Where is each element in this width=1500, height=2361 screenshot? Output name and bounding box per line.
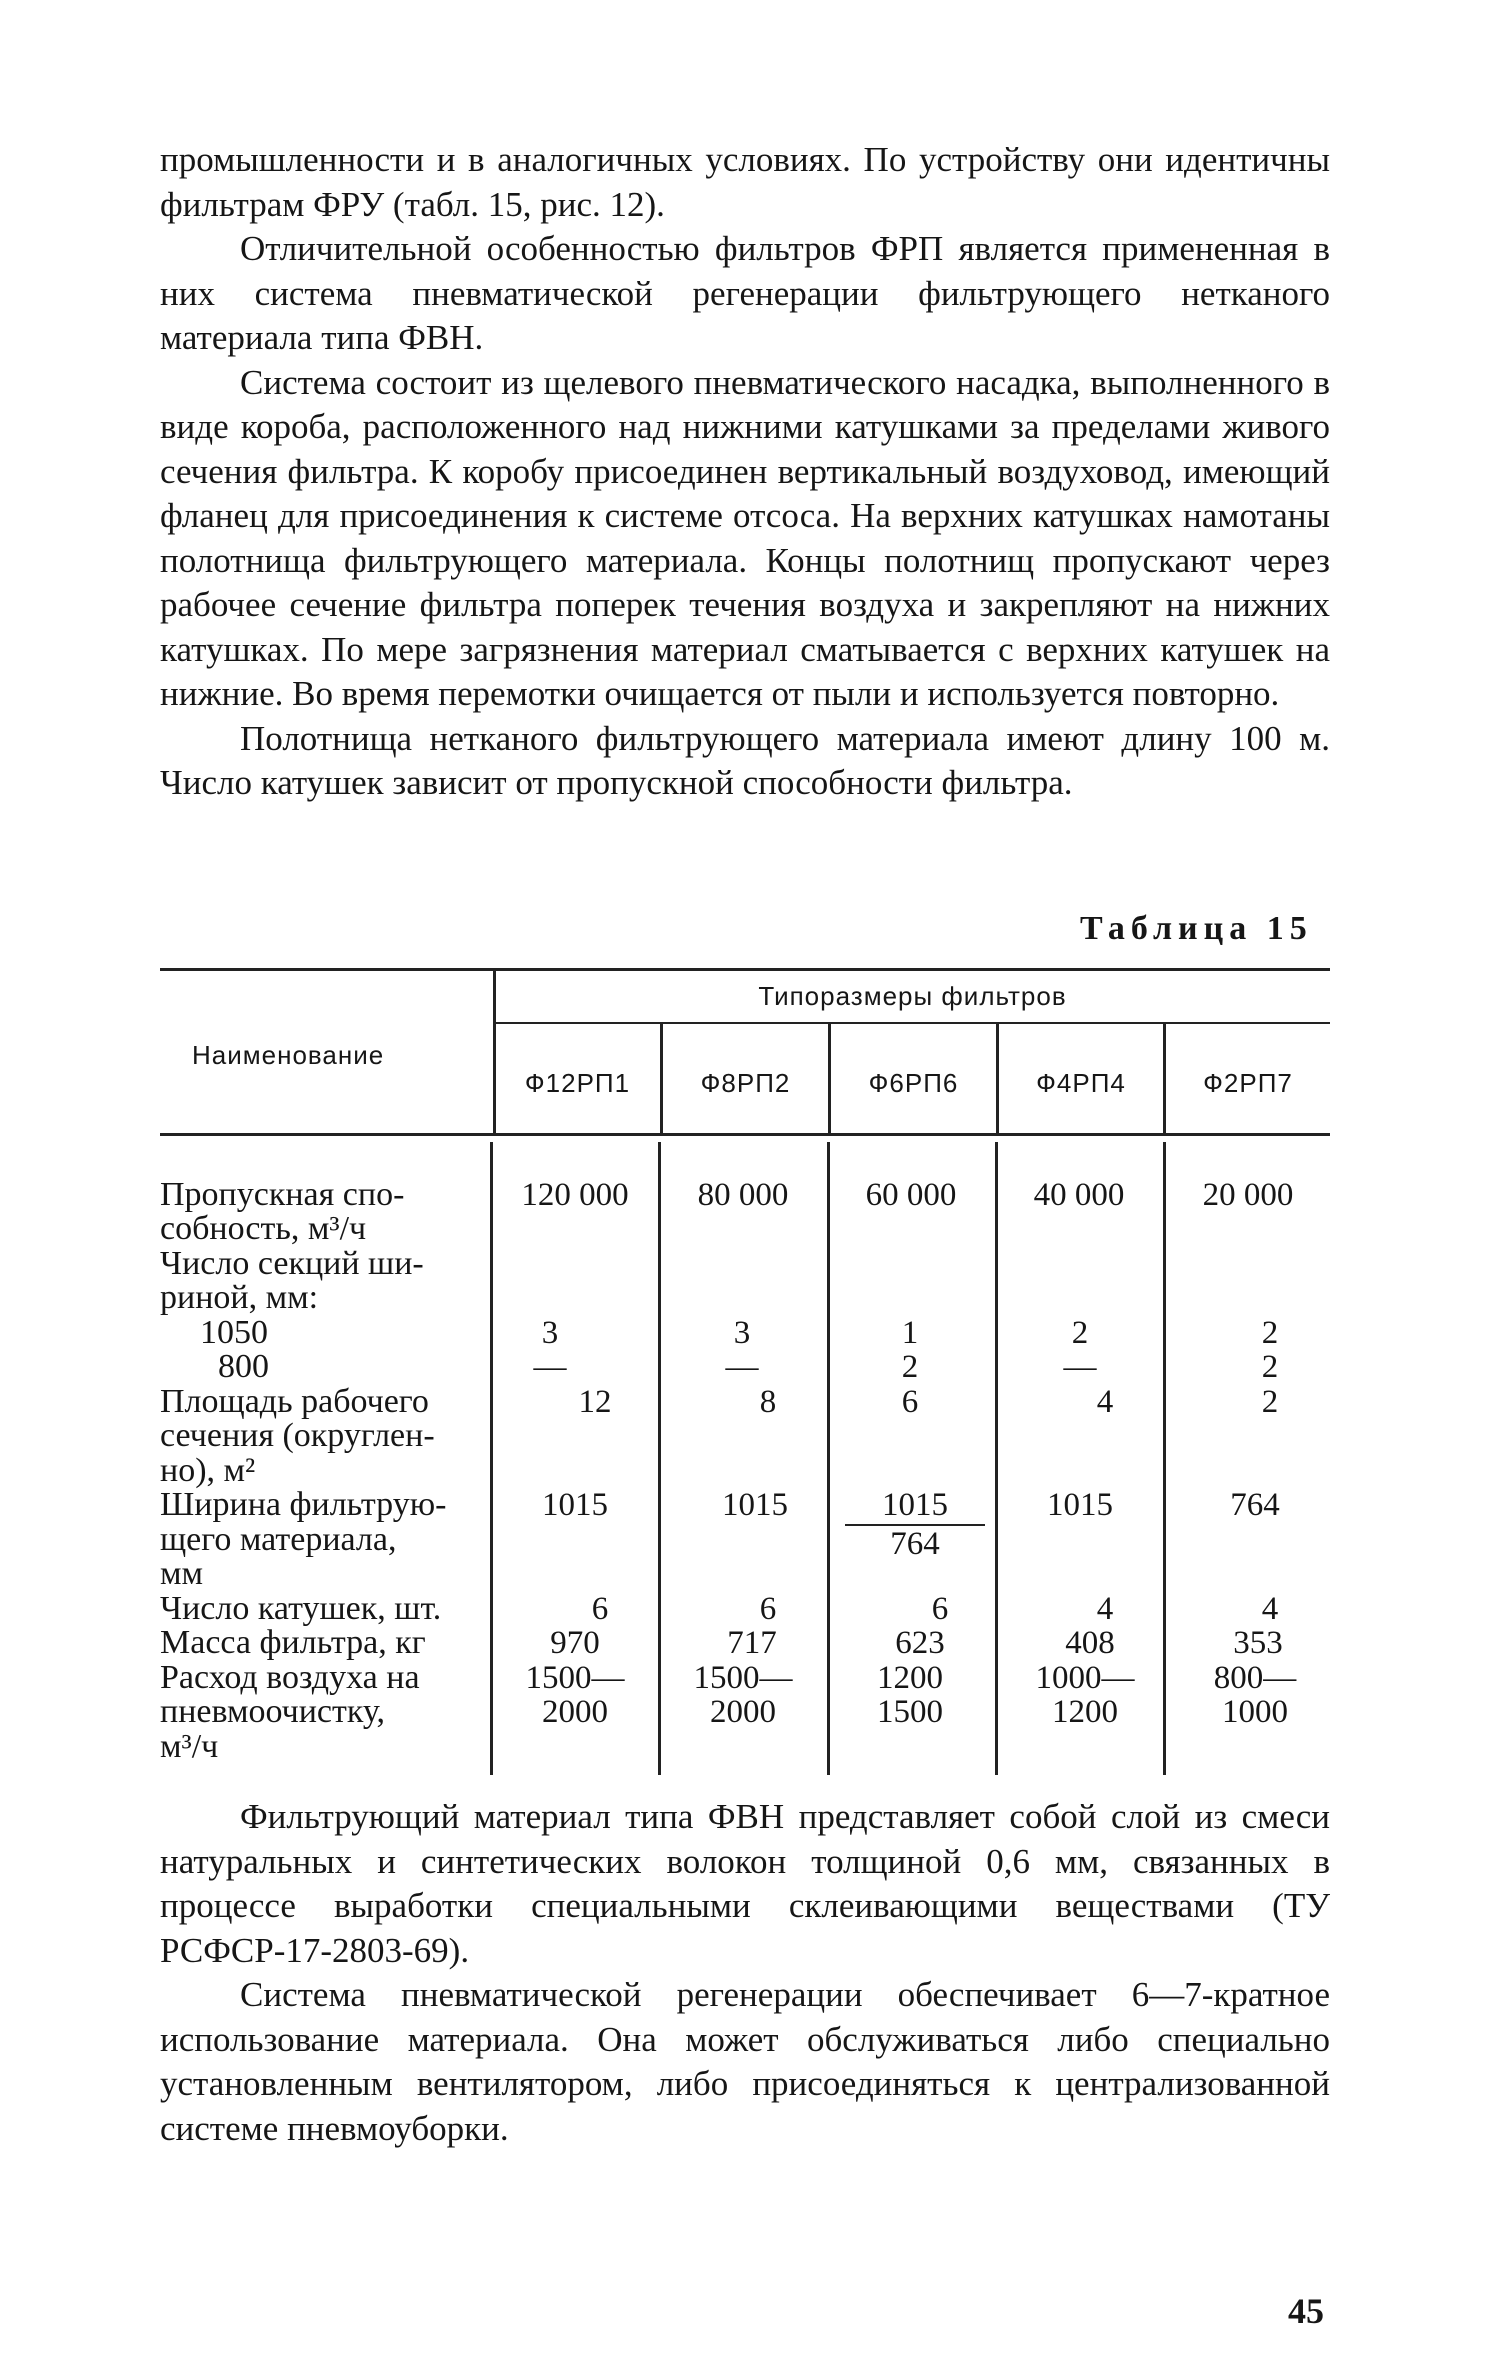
row-label-throughput-1: Пропускная спо- — [160, 1176, 405, 1213]
col-header-2: Ф8РП2 — [700, 1068, 791, 1098]
cell-area-3: 6 — [901, 1384, 919, 1420]
cell-1050-1: 3 — [541, 1315, 559, 1351]
cell-width-3: 1015 — [845, 1488, 985, 1526]
text-block-bottom — [160, 1795, 1330, 2151]
cell-width-2: 1015 — [722, 1487, 788, 1523]
cell-coils-1: 6 — [591, 1591, 609, 1627]
row-label-throughput-2: собность, м³/ч — [160, 1210, 367, 1247]
cell-air2-5: 1000 — [1222, 1694, 1288, 1730]
cell-mass-2: 717 — [727, 1625, 777, 1661]
cell-800-3: 2 — [901, 1349, 919, 1385]
cell-1050-3: 1 — [901, 1315, 919, 1351]
page-number: 45 — [1288, 2291, 1324, 2331]
cell-air2-4: 1200 — [1052, 1694, 1118, 1730]
cell-air1-3: 1200 — [877, 1660, 943, 1696]
cell-width-1: 1015 — [542, 1487, 608, 1523]
cell-coils-2: 6 — [759, 1591, 777, 1627]
row-label-mass: Масса фильтра, кг — [160, 1624, 426, 1661]
body-vline-3 — [995, 1142, 998, 1775]
cell-1050-4: 2 — [1071, 1315, 1089, 1351]
row-label-width-1: Ширина фильтрую- — [160, 1486, 447, 1523]
row-label-air-2: пневмоочистку, — [160, 1693, 385, 1730]
header-group: Типоразмеры фильтров — [758, 981, 1067, 1011]
cell-throughput-2: 80 000 — [697, 1177, 789, 1213]
cell-mass-1: 970 — [550, 1625, 600, 1661]
paragraph-2: Отличительной особенностью фильтров ФРП является примененная в них система пневматической регенерации фильтрующего нетканого материала типа ФВН. — [160, 229, 1330, 357]
col-header-3: Ф6РП6 — [868, 1068, 959, 1098]
cell-air1-1: 1500— — [525, 1660, 625, 1696]
cell-coils-5: 4 — [1261, 1591, 1279, 1627]
row-label-air-1: Расход воздуха на — [160, 1659, 420, 1696]
cell-throughput-5: 20 000 — [1202, 1177, 1294, 1213]
table-title: Таблица 15 — [1080, 910, 1313, 947]
cell-mass-4: 408 — [1065, 1625, 1115, 1661]
cell-800-4: — — [1063, 1349, 1097, 1385]
paragraph-1: промышленности и в аналогичных условиях. По устройству они идентичны фильтрам ФРУ (табл. 15, рис. 12). — [160, 140, 1330, 224]
col-header-1: Ф12РП1 — [524, 1068, 631, 1098]
paragraph-3: Система состоит из щелевого пневматического насадка, выполненного в виде короба, расположенного над нижними катушками за пределами живого сечения фильтра. К коробу присоединен вертикальный воздуховод, имеющий фланец для присоединения к системе отсоса. На верхних катушках намотаны полотнища фильтрующего материала. Концы полотнищ пропускают через рабочее сечение фильтра поперек течения воздуха и закрепляют на нижних катушках. По мере загрязнения материал сматывается с верхних катушек на нижние. Во время перемотки очищается от пыли и используется повторно. — [160, 362, 1330, 713]
body-vline-0 — [490, 1142, 493, 1775]
header-bottom-rule — [160, 1133, 1330, 1136]
row-label-area-1: Площадь рабочего — [160, 1383, 429, 1420]
cell-1050-2: 3 — [733, 1315, 751, 1351]
row-label-sections-2: риной, мм: — [160, 1279, 319, 1316]
cell-width-3-extra: 764 — [890, 1526, 940, 1562]
body-vline-2 — [827, 1142, 830, 1775]
cell-800-2: — — [725, 1349, 759, 1385]
row-label-air-3: м³/ч — [160, 1728, 219, 1765]
col-header-5: Ф2РП7 — [1203, 1068, 1293, 1098]
cell-air2-3: 1500 — [877, 1694, 943, 1730]
row-label-1050: 1050 — [200, 1314, 268, 1351]
row-label-coils: Число катушек, шт. — [160, 1590, 442, 1627]
header-name: Наименование — [192, 1040, 385, 1070]
cell-area-4: 4 — [1096, 1384, 1114, 1420]
row-label-area-2: сечения (округлен- — [160, 1417, 435, 1454]
cell-throughput-1: 120 000 — [521, 1177, 629, 1213]
cell-throughput-4: 40 000 — [1033, 1177, 1125, 1213]
cell-air2-1: 2000 — [542, 1694, 608, 1730]
cell-mass-5: 353 — [1233, 1625, 1283, 1661]
cell-800-1: — — [533, 1349, 567, 1385]
table-top-rule — [160, 968, 1330, 971]
body-vline-1 — [658, 1142, 661, 1775]
paragraph-4: Полотнища нетканого фильтрующего материала имеют длину 100 м. Число катушек зависит от пропускной способности фильтра. — [160, 718, 1330, 802]
cell-1050-5: 2 — [1261, 1315, 1279, 1351]
cell-air2-2: 2000 — [710, 1694, 776, 1730]
group-rule — [495, 1022, 1330, 1024]
cell-area-1: 12 — [578, 1384, 612, 1420]
cell-air1-5: 800— — [1213, 1660, 1297, 1696]
cell-width-5: 764 — [1230, 1487, 1280, 1523]
paragraph-5: Фильтрующий материал типа ФВН представляет собой слой из смеси натуральных и синтетических волокон толщиной 0,6 мм, связанных в процессе выработки специальными склеивающими веществами (ТУ РСФСР-17-2803-69). — [160, 1797, 1330, 1970]
paragraph-6: Система пневматической регенерации обеспечивает 6—7-кратное использование материала. Она может обслуживаться либо специально установленным вентилятором, либо присоединяться к централизованной системе пневмоуборки. — [160, 1975, 1330, 2148]
body-vline-4 — [1163, 1142, 1166, 1775]
cell-coils-3: 6 — [931, 1591, 949, 1627]
cell-mass-3: 623 — [895, 1625, 945, 1661]
row-label-800: 800 — [218, 1348, 269, 1385]
cell-area-5: 2 — [1261, 1384, 1279, 1420]
row-label-sections-1: Число секций ши- — [160, 1245, 424, 1282]
row-label-area-3: но), м² — [160, 1452, 256, 1489]
text-block-top — [160, 138, 1330, 806]
cell-coils-4: 4 — [1096, 1591, 1114, 1627]
cell-air1-4: 1000— — [1035, 1660, 1135, 1696]
row-label-width-2: щего материала, — [160, 1521, 397, 1558]
cell-throughput-3: 60 000 — [865, 1177, 957, 1213]
cell-800-5: 2 — [1261, 1349, 1279, 1385]
cell-area-2: 8 — [759, 1384, 777, 1420]
cell-air1-2: 1500— — [693, 1660, 793, 1696]
col-header-4: Ф4РП4 — [1036, 1068, 1126, 1098]
row-label-width-3: мм — [160, 1555, 204, 1592]
cell-width-4: 1015 — [1047, 1487, 1113, 1523]
